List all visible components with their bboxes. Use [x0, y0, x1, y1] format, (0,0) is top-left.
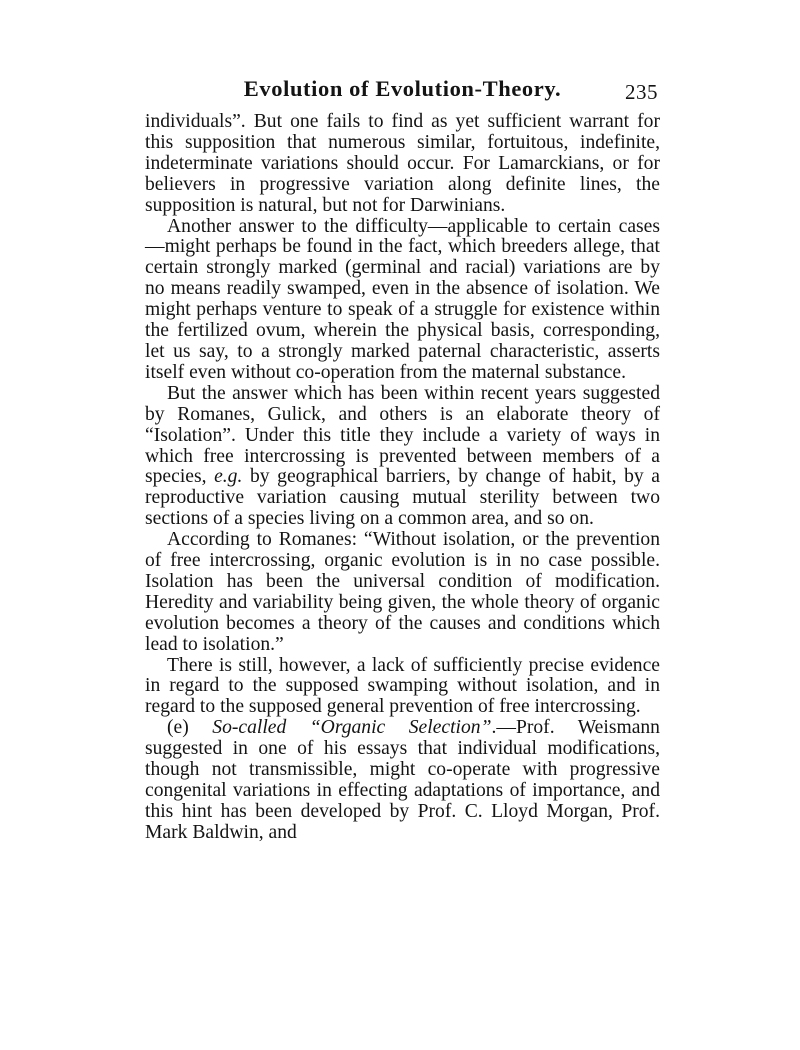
paragraph-organic-selection: [145, 718, 660, 843]
page-number: 235: [625, 80, 658, 104]
paragraph-isolation-theory: [145, 384, 660, 530]
paragraph-isolation-text-b: by geographical barriers, by change of habit, by a reproductive variation causing mutual sterility between two sections of a species living on a common area, and so on.: [145, 466, 660, 530]
paragraph-romanes-quote: According to Romanes: “Without isolation, or the prevention of free intercrossing, organic evolution is in no case possible. Isolation has been the universal condition of modification. Heredity and variability being given, the whole theory of organic evolution becomes a theory of the causes and conditions which lead to isolation.”: [145, 529, 660, 655]
section-label: (e): [167, 717, 189, 739]
section-heading: So-called “Organic Selection”: [212, 717, 492, 739]
running-title: Evolution of Evolution-Theory.: [243, 76, 562, 101]
paragraph-isolation-text-a: But the answer which has been within recent years suggested by Romanes, Gulick, and others is an elaborate theory of “Isolation”. Under this title they include a variety of ways in which free intercrossing is prevented between members of a species,: [145, 382, 660, 488]
section-text: .—Prof. Weismann suggested in one of his essays that individual modifications, though not transmissible, might co-operate with progressive congenital variations in effecting adaptations of importance, and this hint has been developed by Prof. C. Lloyd Morgan, Prof. Mark Baldwin, and: [145, 717, 660, 843]
paragraph-another-answer: Another answer to the difficulty—applicable to certain cases—might perhaps be found in the fact, which breeders allege, that certain strongly marked (germinal and racial) variations are by no means readily swamped, even in the absence of isolation. We might perhaps venture to speak of a struggle for existence within the fertilized ovum, wherein the physical basis, corresponding, let us say, to a strongly marked paternal characteristic, asserts itself even without co-operation from the maternal substance.: [145, 215, 660, 383]
paragraph-continuation: individuals”. But one fails to find as yet sufficient warrant for this supposition that numerous similar, fortuitous, indefinite, indeterminate variations should occur. For Lamarckians, or for believers in progressive variation along definite lines, the supposition is natural, but not for Darwinians.: [145, 111, 660, 216]
running-head: [145, 76, 660, 112]
book-page: [145, 76, 660, 844]
paragraph-lack-of-evidence: There is still, however, a lack of sufficiently precise evidence in regard to the supposed swamping without isolation, and in regard to the supposed general prevention of free intercrossing.: [145, 654, 660, 718]
paragraph-isolation-abbrev: e.g.: [214, 466, 243, 488]
